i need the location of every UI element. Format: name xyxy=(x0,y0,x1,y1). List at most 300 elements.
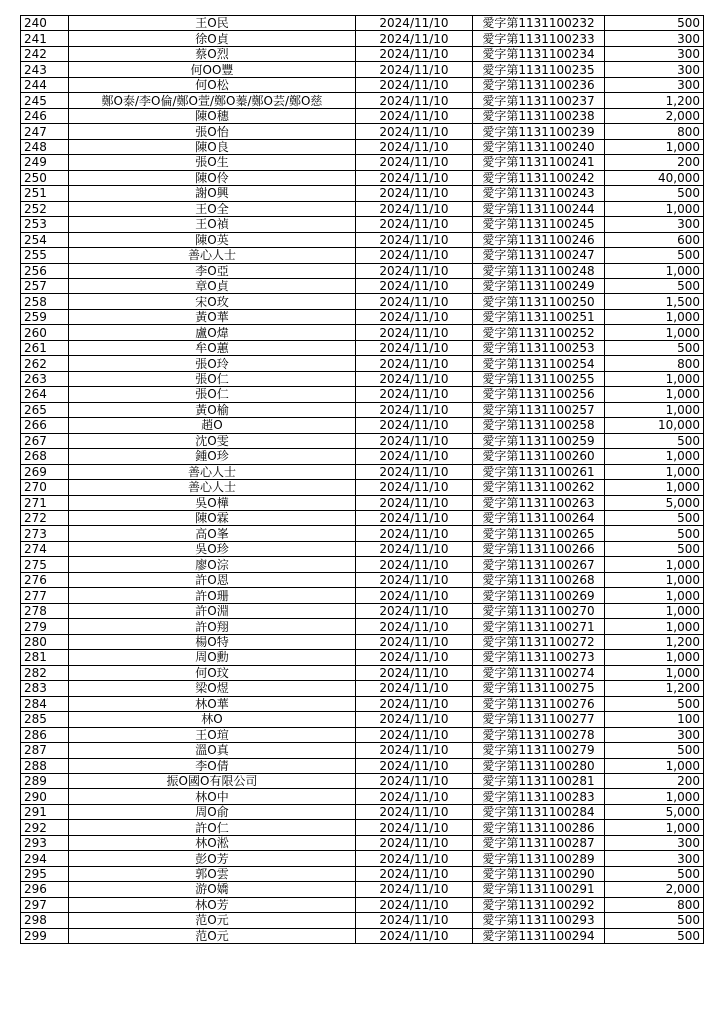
donation-date: 2024/11/10 xyxy=(356,603,473,618)
donor-name: 張O怡 xyxy=(69,124,356,139)
donation-date: 2024/11/10 xyxy=(356,897,473,912)
donation-table-body xyxy=(21,16,704,944)
table-row xyxy=(21,727,704,742)
donor-name: 吳O珍 xyxy=(69,541,356,556)
donation-date: 2024/11/10 xyxy=(356,588,473,603)
table-row xyxy=(21,201,704,216)
donation-amount: 200 xyxy=(605,155,704,170)
donation-amount: 1,000 xyxy=(605,464,704,479)
row-number: 255 xyxy=(21,248,69,263)
donation-date: 2024/11/10 xyxy=(356,449,473,464)
row-number: 295 xyxy=(21,866,69,881)
donation-amount: 1,000 xyxy=(605,758,704,773)
donation-amount: 1,000 xyxy=(605,619,704,634)
donor-name: 林O淞 xyxy=(69,835,356,850)
receipt-number: 愛字第1131100268 xyxy=(473,572,605,587)
donor-name: 許O淵 xyxy=(69,603,356,618)
table-row xyxy=(21,835,704,850)
table-row xyxy=(21,186,704,201)
donation-amount: 1,000 xyxy=(605,820,704,835)
donor-name: 范O元 xyxy=(69,913,356,928)
receipt-number: 愛字第1131100265 xyxy=(473,526,605,541)
receipt-number: 愛字第1131100271 xyxy=(473,619,605,634)
table-row xyxy=(21,356,704,371)
table-row xyxy=(21,696,704,711)
donation-table xyxy=(20,15,704,944)
table-row xyxy=(21,278,704,293)
donation-amount: 500 xyxy=(605,928,704,943)
table-row xyxy=(21,294,704,309)
donation-date: 2024/11/10 xyxy=(356,170,473,185)
table-row xyxy=(21,619,704,634)
donor-name: 陳O良 xyxy=(69,139,356,154)
table-row xyxy=(21,495,704,510)
receipt-number: 愛字第1131100257 xyxy=(473,402,605,417)
table-row xyxy=(21,480,704,495)
donation-amount: 500 xyxy=(605,541,704,556)
donation-date: 2024/11/10 xyxy=(356,773,473,788)
receipt-number: 愛字第1131100292 xyxy=(473,897,605,912)
donor-name: 溫O真 xyxy=(69,743,356,758)
table-row xyxy=(21,325,704,340)
donor-name: 張O仁 xyxy=(69,371,356,386)
donation-amount: 1,000 xyxy=(605,588,704,603)
donation-date: 2024/11/10 xyxy=(356,557,473,572)
donor-name: 牟O蕙 xyxy=(69,340,356,355)
table-row xyxy=(21,433,704,448)
row-number: 256 xyxy=(21,263,69,278)
row-number: 245 xyxy=(21,93,69,108)
row-number: 279 xyxy=(21,619,69,634)
donation-amount: 1,000 xyxy=(605,371,704,386)
receipt-number: 愛字第1131100294 xyxy=(473,928,605,943)
donor-name: 王O瑄 xyxy=(69,727,356,742)
receipt-number: 愛字第1131100270 xyxy=(473,603,605,618)
donation-amount: 300 xyxy=(605,46,704,61)
row-number: 241 xyxy=(21,31,69,46)
receipt-number: 愛字第1131100254 xyxy=(473,356,605,371)
donation-date: 2024/11/10 xyxy=(356,511,473,526)
table-row xyxy=(21,108,704,123)
donation-amount: 1,200 xyxy=(605,93,704,108)
donation-date: 2024/11/10 xyxy=(356,124,473,139)
donation-amount: 500 xyxy=(605,526,704,541)
receipt-number: 愛字第1131100256 xyxy=(473,387,605,402)
donor-name: 高O峯 xyxy=(69,526,356,541)
donation-date: 2024/11/10 xyxy=(356,820,473,835)
table-row xyxy=(21,232,704,247)
row-number: 269 xyxy=(21,464,69,479)
row-number: 278 xyxy=(21,603,69,618)
donation-amount: 2,000 xyxy=(605,108,704,123)
donation-date: 2024/11/10 xyxy=(356,619,473,634)
donor-name: 宋O玫 xyxy=(69,294,356,309)
table-row xyxy=(21,124,704,139)
donor-name: 趙O xyxy=(69,418,356,433)
row-number: 254 xyxy=(21,232,69,247)
donor-name: 謝O興 xyxy=(69,186,356,201)
row-number: 258 xyxy=(21,294,69,309)
row-number: 268 xyxy=(21,449,69,464)
donation-date: 2024/11/10 xyxy=(356,340,473,355)
row-number: 289 xyxy=(21,773,69,788)
receipt-number: 愛字第1131100279 xyxy=(473,743,605,758)
donation-date: 2024/11/10 xyxy=(356,356,473,371)
table-row xyxy=(21,387,704,402)
receipt-number: 愛字第1131100269 xyxy=(473,588,605,603)
row-number: 242 xyxy=(21,46,69,61)
donation-amount: 300 xyxy=(605,835,704,850)
donor-name: 何O松 xyxy=(69,77,356,92)
donor-name: 鍾O珍 xyxy=(69,449,356,464)
donation-amount: 1,500 xyxy=(605,294,704,309)
row-number: 250 xyxy=(21,170,69,185)
table-row xyxy=(21,681,704,696)
donation-amount: 1,000 xyxy=(605,665,704,680)
row-number: 253 xyxy=(21,217,69,232)
donation-date: 2024/11/10 xyxy=(356,418,473,433)
row-number: 262 xyxy=(21,356,69,371)
donation-date: 2024/11/10 xyxy=(356,851,473,866)
donation-date: 2024/11/10 xyxy=(356,634,473,649)
receipt-number: 愛字第1131100260 xyxy=(473,449,605,464)
table-row xyxy=(21,139,704,154)
table-row xyxy=(21,511,704,526)
table-row xyxy=(21,882,704,897)
receipt-number: 愛字第1131100251 xyxy=(473,309,605,324)
row-number: 244 xyxy=(21,77,69,92)
donor-name: 陳O霖 xyxy=(69,511,356,526)
donation-date: 2024/11/10 xyxy=(356,201,473,216)
table-row xyxy=(21,897,704,912)
row-number: 281 xyxy=(21,650,69,665)
donation-date: 2024/11/10 xyxy=(356,650,473,665)
table-row xyxy=(21,464,704,479)
receipt-number: 愛字第1131100242 xyxy=(473,170,605,185)
donation-amount: 1,000 xyxy=(605,572,704,587)
donation-amount: 500 xyxy=(605,248,704,263)
row-number: 264 xyxy=(21,387,69,402)
table-row xyxy=(21,541,704,556)
row-number: 282 xyxy=(21,665,69,680)
table-row xyxy=(21,758,704,773)
receipt-number: 愛字第1131100262 xyxy=(473,480,605,495)
donation-amount: 1,000 xyxy=(605,449,704,464)
donation-amount: 1,000 xyxy=(605,557,704,572)
donation-amount: 200 xyxy=(605,773,704,788)
row-number: 275 xyxy=(21,557,69,572)
donation-amount: 40,000 xyxy=(605,170,704,185)
donation-amount: 10,000 xyxy=(605,418,704,433)
donation-date: 2024/11/10 xyxy=(356,464,473,479)
donor-name: 范O元 xyxy=(69,928,356,943)
row-number: 288 xyxy=(21,758,69,773)
donation-date: 2024/11/10 xyxy=(356,928,473,943)
donation-amount: 100 xyxy=(605,712,704,727)
donation-date: 2024/11/10 xyxy=(356,217,473,232)
donor-name: 善心人士 xyxy=(69,464,356,479)
table-row xyxy=(21,46,704,61)
donation-amount: 300 xyxy=(605,217,704,232)
receipt-number: 愛字第1131100253 xyxy=(473,340,605,355)
row-number: 247 xyxy=(21,124,69,139)
donor-name: 沈O雯 xyxy=(69,433,356,448)
table-row xyxy=(21,155,704,170)
table-row xyxy=(21,217,704,232)
table-row xyxy=(21,557,704,572)
donation-amount: 300 xyxy=(605,727,704,742)
donation-date: 2024/11/10 xyxy=(356,16,473,31)
donation-amount: 2,000 xyxy=(605,882,704,897)
donation-date: 2024/11/10 xyxy=(356,495,473,510)
donation-date: 2024/11/10 xyxy=(356,727,473,742)
row-number: 252 xyxy=(21,201,69,216)
table-row xyxy=(21,418,704,433)
receipt-number: 愛字第1131100266 xyxy=(473,541,605,556)
receipt-number: 愛字第1131100236 xyxy=(473,77,605,92)
receipt-number: 愛字第1131100286 xyxy=(473,820,605,835)
donor-name: 周O俞 xyxy=(69,804,356,819)
donor-name: 游O嬌 xyxy=(69,882,356,897)
donation-amount: 5,000 xyxy=(605,495,704,510)
donation-date: 2024/11/10 xyxy=(356,155,473,170)
receipt-number: 愛字第1131100243 xyxy=(473,186,605,201)
donation-amount: 800 xyxy=(605,897,704,912)
receipt-number: 愛字第1131100267 xyxy=(473,557,605,572)
donor-name: 何O玟 xyxy=(69,665,356,680)
row-number: 285 xyxy=(21,712,69,727)
donor-name: 何OO豐 xyxy=(69,62,356,77)
donation-amount: 1,000 xyxy=(605,402,704,417)
donor-name: 郭O雲 xyxy=(69,866,356,881)
donation-amount: 1,200 xyxy=(605,681,704,696)
donor-name: 許O仁 xyxy=(69,820,356,835)
donation-amount: 1,000 xyxy=(605,201,704,216)
donor-name: 善心人士 xyxy=(69,480,356,495)
donor-name: 許O珊 xyxy=(69,588,356,603)
donation-date: 2024/11/10 xyxy=(356,758,473,773)
donation-amount: 1,000 xyxy=(605,263,704,278)
row-number: 274 xyxy=(21,541,69,556)
receipt-number: 愛字第1131100239 xyxy=(473,124,605,139)
row-number: 251 xyxy=(21,186,69,201)
receipt-number: 愛字第1131100245 xyxy=(473,217,605,232)
receipt-number: 愛字第1131100263 xyxy=(473,495,605,510)
donor-name: 陳O英 xyxy=(69,232,356,247)
donor-name: 彭O芳 xyxy=(69,851,356,866)
donation-date: 2024/11/10 xyxy=(356,46,473,61)
row-number: 296 xyxy=(21,882,69,897)
row-number: 249 xyxy=(21,155,69,170)
receipt-number: 愛字第1131100238 xyxy=(473,108,605,123)
receipt-number: 愛字第1131100235 xyxy=(473,62,605,77)
donation-date: 2024/11/10 xyxy=(356,77,473,92)
table-row xyxy=(21,93,704,108)
row-number: 291 xyxy=(21,804,69,819)
donor-name: 盧O煒 xyxy=(69,325,356,340)
donation-date: 2024/11/10 xyxy=(356,665,473,680)
row-number: 243 xyxy=(21,62,69,77)
donation-amount: 600 xyxy=(605,232,704,247)
table-row xyxy=(21,572,704,587)
donor-name: 林O xyxy=(69,712,356,727)
row-number: 284 xyxy=(21,696,69,711)
table-row xyxy=(21,913,704,928)
donation-date: 2024/11/10 xyxy=(356,387,473,402)
receipt-number: 愛字第1131100255 xyxy=(473,371,605,386)
receipt-number: 愛字第1131100289 xyxy=(473,851,605,866)
row-number: 261 xyxy=(21,340,69,355)
donation-amount: 500 xyxy=(605,743,704,758)
receipt-number: 愛字第1131100234 xyxy=(473,46,605,61)
donor-name: 林O中 xyxy=(69,789,356,804)
donation-date: 2024/11/10 xyxy=(356,294,473,309)
donation-date: 2024/11/10 xyxy=(356,232,473,247)
donor-name: 振O國O有限公司 xyxy=(69,773,356,788)
row-number: 299 xyxy=(21,928,69,943)
donor-name: 黃O華 xyxy=(69,309,356,324)
donor-name: 善心人士 xyxy=(69,248,356,263)
receipt-number: 愛字第1131100277 xyxy=(473,712,605,727)
donation-date: 2024/11/10 xyxy=(356,696,473,711)
donation-amount: 1,000 xyxy=(605,480,704,495)
donor-name: 鄭O泰/李O倫/鄭O萱/鄭O蓁/鄭O芸/鄭O慈 xyxy=(69,93,356,108)
row-number: 283 xyxy=(21,681,69,696)
donation-amount: 500 xyxy=(605,866,704,881)
donation-amount: 500 xyxy=(605,696,704,711)
row-number: 271 xyxy=(21,495,69,510)
receipt-number: 愛字第1131100274 xyxy=(473,665,605,680)
receipt-number: 愛字第1131100291 xyxy=(473,882,605,897)
donor-name: 楊O特 xyxy=(69,634,356,649)
receipt-number: 愛字第1131100264 xyxy=(473,511,605,526)
donor-name: 林O芳 xyxy=(69,897,356,912)
receipt-number: 愛字第1131100259 xyxy=(473,433,605,448)
donation-date: 2024/11/10 xyxy=(356,804,473,819)
donor-name: 許O恩 xyxy=(69,572,356,587)
donation-amount: 500 xyxy=(605,340,704,355)
row-number: 290 xyxy=(21,789,69,804)
row-number: 273 xyxy=(21,526,69,541)
donor-name: 林O華 xyxy=(69,696,356,711)
donation-ledger-page xyxy=(20,15,703,944)
row-number: 294 xyxy=(21,851,69,866)
receipt-number: 愛字第1131100287 xyxy=(473,835,605,850)
donation-date: 2024/11/10 xyxy=(356,263,473,278)
row-number: 286 xyxy=(21,727,69,742)
donation-date: 2024/11/10 xyxy=(356,108,473,123)
donation-amount: 1,000 xyxy=(605,603,704,618)
row-number: 270 xyxy=(21,480,69,495)
donation-date: 2024/11/10 xyxy=(356,882,473,897)
row-number: 287 xyxy=(21,743,69,758)
donation-amount: 500 xyxy=(605,16,704,31)
receipt-number: 愛字第1131100248 xyxy=(473,263,605,278)
donation-date: 2024/11/10 xyxy=(356,480,473,495)
receipt-number: 愛字第1131100290 xyxy=(473,866,605,881)
receipt-number: 愛字第1131100258 xyxy=(473,418,605,433)
donation-amount: 1,000 xyxy=(605,789,704,804)
donation-date: 2024/11/10 xyxy=(356,541,473,556)
donor-name: 吳O樺 xyxy=(69,495,356,510)
receipt-number: 愛字第1131100252 xyxy=(473,325,605,340)
donor-name: 徐O貞 xyxy=(69,31,356,46)
donation-date: 2024/11/10 xyxy=(356,309,473,324)
receipt-number: 愛字第1131100275 xyxy=(473,681,605,696)
donation-date: 2024/11/10 xyxy=(356,278,473,293)
table-row xyxy=(21,248,704,263)
receipt-number: 愛字第1131100249 xyxy=(473,278,605,293)
receipt-number: 愛字第1131100250 xyxy=(473,294,605,309)
donation-amount: 300 xyxy=(605,851,704,866)
donation-date: 2024/11/10 xyxy=(356,789,473,804)
table-row xyxy=(21,820,704,835)
donation-amount: 1,200 xyxy=(605,634,704,649)
donation-date: 2024/11/10 xyxy=(356,325,473,340)
donation-amount: 500 xyxy=(605,278,704,293)
donation-date: 2024/11/10 xyxy=(356,93,473,108)
donation-amount: 300 xyxy=(605,62,704,77)
receipt-number: 愛字第1131100247 xyxy=(473,248,605,263)
receipt-number: 愛字第1131100261 xyxy=(473,464,605,479)
table-row xyxy=(21,526,704,541)
row-number: 266 xyxy=(21,418,69,433)
donation-date: 2024/11/10 xyxy=(356,835,473,850)
table-row xyxy=(21,743,704,758)
receipt-number: 愛字第1131100293 xyxy=(473,913,605,928)
donation-amount: 1,000 xyxy=(605,139,704,154)
donation-date: 2024/11/10 xyxy=(356,186,473,201)
table-row xyxy=(21,16,704,31)
row-number: 297 xyxy=(21,897,69,912)
row-number: 246 xyxy=(21,108,69,123)
table-row xyxy=(21,371,704,386)
table-row xyxy=(21,712,704,727)
table-row xyxy=(21,928,704,943)
donation-amount: 800 xyxy=(605,124,704,139)
donation-amount: 1,000 xyxy=(605,387,704,402)
donation-date: 2024/11/10 xyxy=(356,31,473,46)
row-number: 240 xyxy=(21,16,69,31)
donation-date: 2024/11/10 xyxy=(356,371,473,386)
donor-name: 張O玲 xyxy=(69,356,356,371)
row-number: 276 xyxy=(21,572,69,587)
donor-name: 周O勳 xyxy=(69,650,356,665)
table-row xyxy=(21,31,704,46)
table-row xyxy=(21,773,704,788)
receipt-number: 愛字第1131100232 xyxy=(473,16,605,31)
receipt-number: 愛字第1131100241 xyxy=(473,155,605,170)
row-number: 293 xyxy=(21,835,69,850)
row-number: 248 xyxy=(21,139,69,154)
table-row xyxy=(21,263,704,278)
table-row xyxy=(21,588,704,603)
donation-amount: 300 xyxy=(605,77,704,92)
donor-name: 陳O穗 xyxy=(69,108,356,123)
donation-amount: 5,000 xyxy=(605,804,704,819)
table-row xyxy=(21,650,704,665)
receipt-number: 愛字第1131100284 xyxy=(473,804,605,819)
donor-name: 李O倩 xyxy=(69,758,356,773)
table-row xyxy=(21,866,704,881)
donor-name: 陳O伶 xyxy=(69,170,356,185)
donation-date: 2024/11/10 xyxy=(356,712,473,727)
table-row xyxy=(21,665,704,680)
table-row xyxy=(21,634,704,649)
donation-date: 2024/11/10 xyxy=(356,681,473,696)
row-number: 260 xyxy=(21,325,69,340)
table-row xyxy=(21,789,704,804)
